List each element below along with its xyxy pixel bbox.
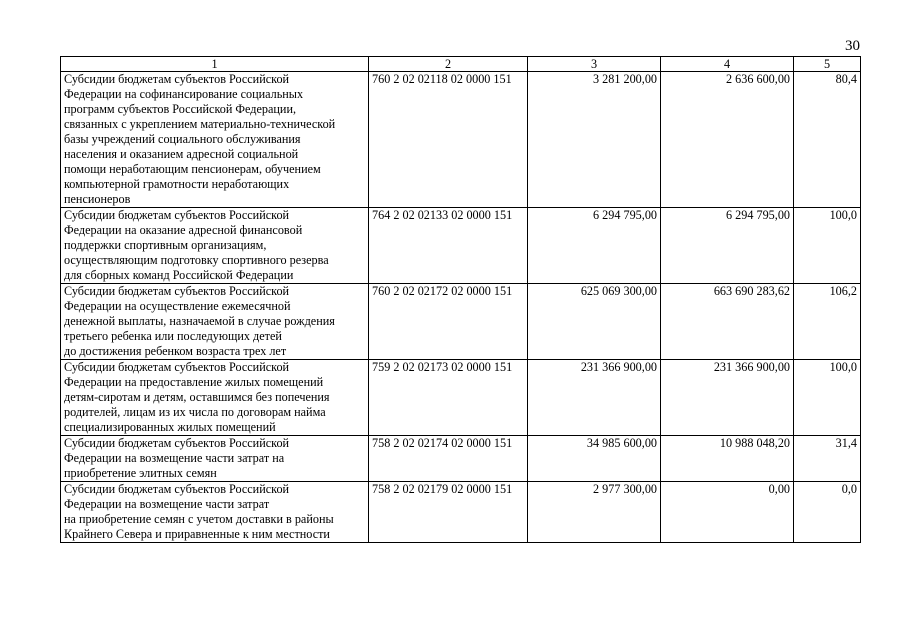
row-value-4: 6 294 795,00: [661, 208, 794, 284]
column-header-4: 4: [661, 57, 794, 72]
row-value-3: 625 069 300,00: [528, 284, 661, 360]
row-description: Субсидии бюджетам субъектов Российской Федерации на возмещение части затрат на приобретение семян с учетом доставки в районы Крайнего Севера и приравненные к ним местности: [61, 482, 369, 543]
row-value-5: 31,4: [794, 436, 861, 482]
table-row: [61, 72, 861, 208]
table-row: [61, 436, 861, 482]
table-row: [61, 360, 861, 436]
row-value-3: 231 366 900,00: [528, 360, 661, 436]
row-code: 758 2 02 02174 02 0000 151: [369, 436, 528, 482]
row-value-3: 2 977 300,00: [528, 482, 661, 543]
row-value-4: 10 988 048,20: [661, 436, 794, 482]
table-row: [61, 482, 861, 543]
table-row: [61, 208, 861, 284]
row-value-5: 100,0: [794, 360, 861, 436]
budget-table: [60, 56, 861, 543]
row-value-4: 663 690 283,62: [661, 284, 794, 360]
table-row: [61, 284, 861, 360]
row-description: Субсидии бюджетам субъектов Российской Федерации на предоставление жилых помещений детям-сиротам и детям, оставшимся без попечения родителей, лицам из их числа по договорам найма специализированных жилых помещений: [61, 360, 369, 436]
row-value-5: 106,2: [794, 284, 861, 360]
page-number: 30: [845, 38, 860, 54]
row-value-3: 3 281 200,00: [528, 72, 661, 208]
row-description: Субсидии бюджетам субъектов Российской Федерации на возмещение части затрат на приобретение элитных семян: [61, 436, 369, 482]
row-code: 759 2 02 02173 02 0000 151: [369, 360, 528, 436]
row-code: 764 2 02 02133 02 0000 151: [369, 208, 528, 284]
row-value-5: 0,0: [794, 482, 861, 543]
column-header-1: 1: [61, 57, 369, 72]
row-description: Субсидии бюджетам субъектов Российской Федерации на софинансирование социальных программ субъектов Российской Федерации, связанных с укреплением материально-технической базы учреждений социального обслуживания населения и оказанием адресной социальной помощи неработающим пенсионерам, обучением компьютерной грамотности неработающих пенсионеров: [61, 72, 369, 208]
row-value-5: 100,0: [794, 208, 861, 284]
row-description: Субсидии бюджетам субъектов Российской Федерации на оказание адресной финансовой поддержки спортивным организациям, осуществляющим подготовку спортивного резерва для сборных команд Российской Федерации: [61, 208, 369, 284]
row-description: Субсидии бюджетам субъектов Российской Федерации на осуществление ежемесячной денежной выплаты, назначаемой в случае рождения третьего ребенка или последующих детей до достижения ребенком возраста трех лет: [61, 284, 369, 360]
row-value-4: 0,00: [661, 482, 794, 543]
row-code: 758 2 02 02179 02 0000 151: [369, 482, 528, 543]
row-value-4: 231 366 900,00: [661, 360, 794, 436]
row-value-5: 80,4: [794, 72, 861, 208]
column-header-2: 2: [369, 57, 528, 72]
table-header-row: [61, 57, 861, 72]
row-value-3: 6 294 795,00: [528, 208, 661, 284]
row-code: 760 2 02 02118 02 0000 151: [369, 72, 528, 208]
row-code: 760 2 02 02172 02 0000 151: [369, 284, 528, 360]
column-header-3: 3: [528, 57, 661, 72]
row-value-4: 2 636 600,00: [661, 72, 794, 208]
row-value-3: 34 985 600,00: [528, 436, 661, 482]
column-header-5: 5: [794, 57, 861, 72]
